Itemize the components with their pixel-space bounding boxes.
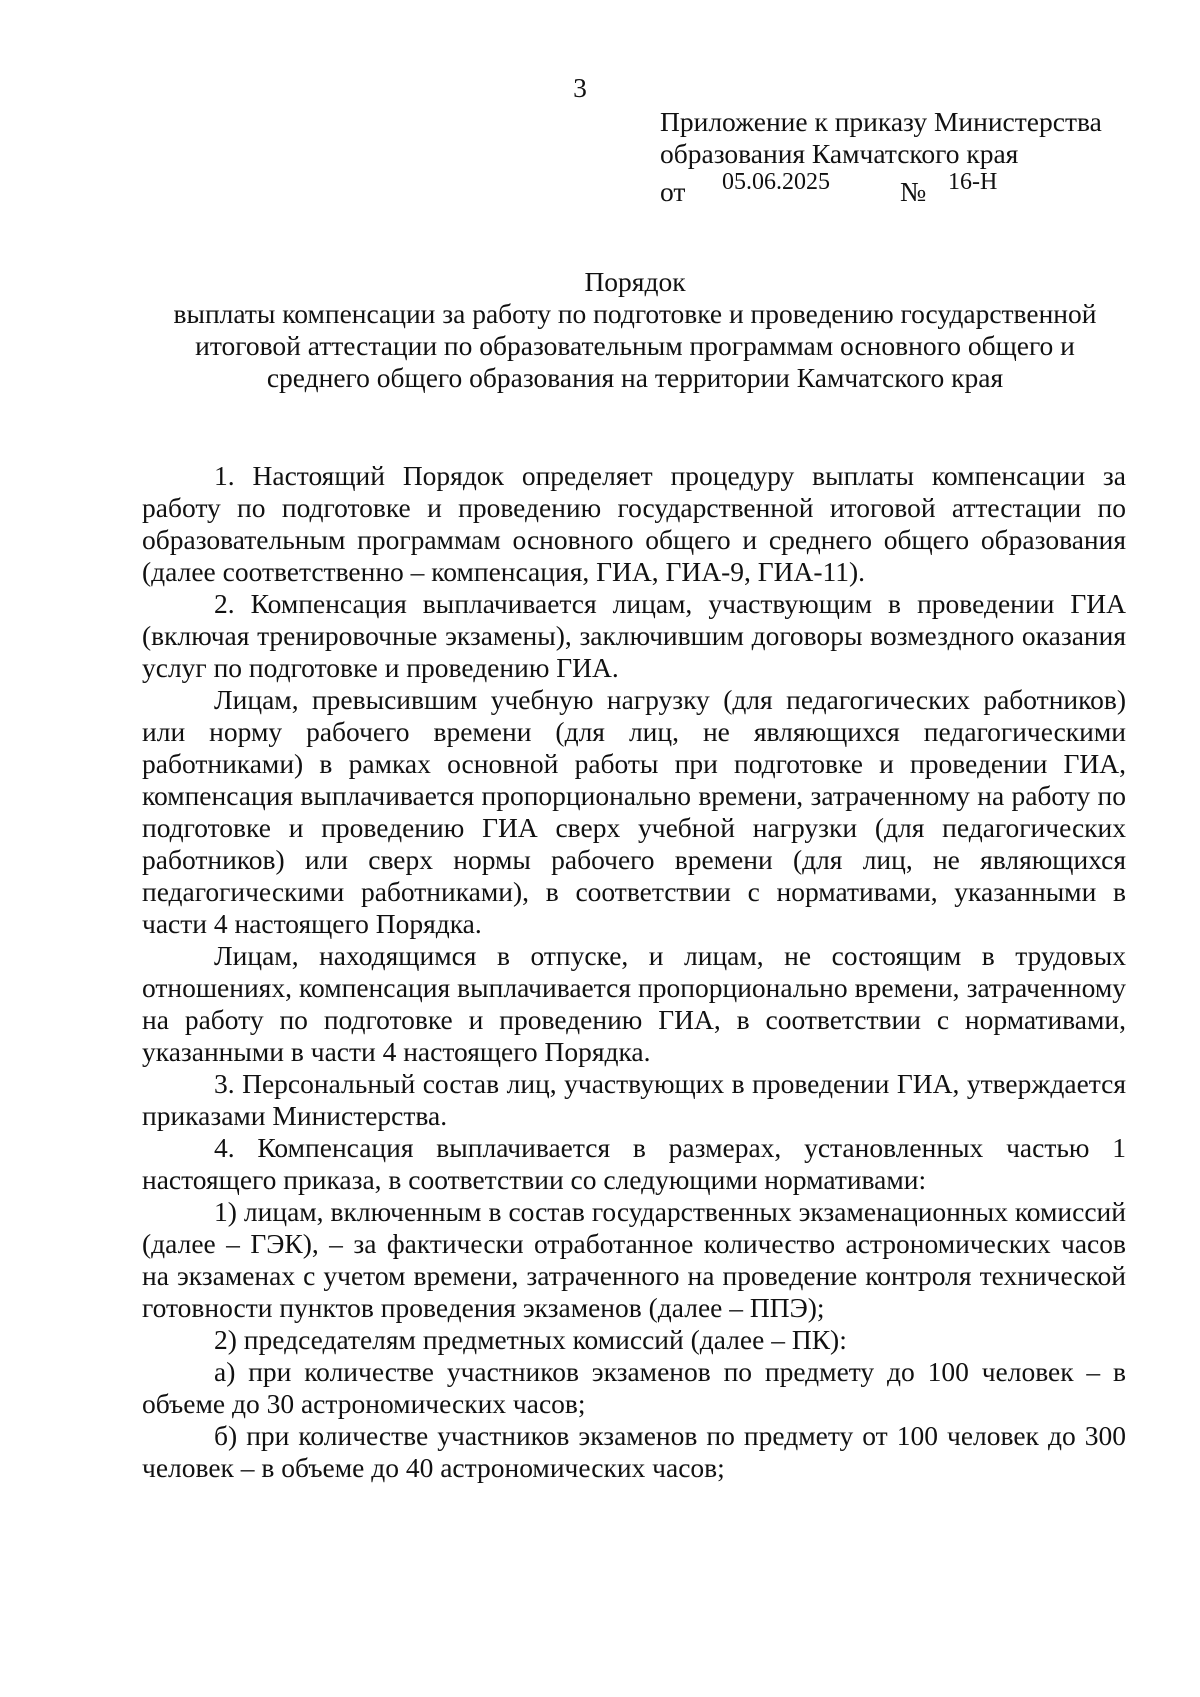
- order-number: 16-Н: [948, 169, 998, 195]
- paragraph-7: 1) лицам, включенным в состав государственных экзаменационных комиссий (далее – ГЭК), – за фактически отработанное количество астрономических часов на экзаменах с учетом времени, затраченного на проведение контроля технической готовности пунктов проведения экзаменов (далее – ППЭ);: [142, 1196, 1126, 1323]
- paragraph-8: 2) председателям предметных комиссий (далее – ПК):: [214, 1324, 847, 1355]
- title-line-2: итоговой аттестации по образовательным программам основного общего и: [195, 330, 1075, 361]
- title-line-3: среднего общего образования на территории Камчатского края: [266, 362, 1004, 393]
- page-number: 3: [573, 72, 587, 103]
- paragraph-4: Лицам, находящимся в отпуске, и лицам, не состоящим в трудовых отношениях, компенсация выплачивается пропорционально времени, затраченному на работу по подготовке и проведению ГИА, в соответствии с нормативами, указанными в части 4 настоящего Порядка.: [142, 940, 1126, 1067]
- paragraph-2: 2. Компенсация выплачивается лицам, участвующим в проведении ГИА (включая тренировочные экзамены), заключившим договоры возмездного оказания услуг по подготовке и проведению ГИА.: [142, 588, 1126, 683]
- document-title: [140, 266, 1130, 394]
- paragraph-3: Лицам, превысившим учебную нагрузку (для педагогических работников) или норму рабочего времени (для лиц, не являющихся педагогическими работниками) в рамках основной работы при подготовке и проведении ГИА, компенсация выплачивается пропорционально времени, затраченному на работу по подготовке и проведению ГИА сверх учебной нагрузки (для педагогических работников) или сверх нормы рабочего времени (для лиц, не являющихся педагогическими работниками), в соответствии с нормативами, указанными в части 4 настоящего Порядка.: [142, 684, 1126, 939]
- paragraph-5: 3. Персональный состав лиц, участвующих в проведении ГИА, утверждается приказами Министерства.: [142, 1068, 1126, 1131]
- title-line-1: выплаты компенсации за работу по подготовке и проведению государственной: [173, 298, 1097, 329]
- document-body: [142, 460, 1126, 1484]
- attachment-line-1: Приложение к приказу Министерства: [660, 106, 1102, 137]
- title-heading: Порядок: [584, 266, 686, 297]
- attachment-header: [660, 106, 1160, 210]
- order-date-label: от: [660, 176, 686, 207]
- paragraph-10: б) при количестве участников экзаменов по предмету от 100 человек до 300 человек – в объеме до 40 астрономических часов;: [142, 1420, 1126, 1483]
- attachment-line-2: образования Камчатского края: [660, 138, 1019, 169]
- paragraph-6: 4. Компенсация выплачивается в размерах, установленных частью 1 настоящего приказа, в соответствии со следующими нормативами:: [142, 1132, 1126, 1195]
- order-reference: [660, 170, 1160, 210]
- paragraph-9: а) при количестве участников экзаменов по предмету до 100 человек – в объеме до 30 астрономических часов;: [142, 1356, 1126, 1419]
- paragraph-1: 1. Настоящий Порядок определяет процедуру выплаты компенсации за работу по подготовке и проведению государственной итоговой аттестации по образовательным программам основного общего и среднего общего образования (далее соответственно – компенсация, ГИА, ГИА-9, ГИА-11).: [142, 460, 1126, 587]
- order-date: 05.06.2025: [722, 169, 830, 195]
- order-number-sign: №: [900, 176, 927, 207]
